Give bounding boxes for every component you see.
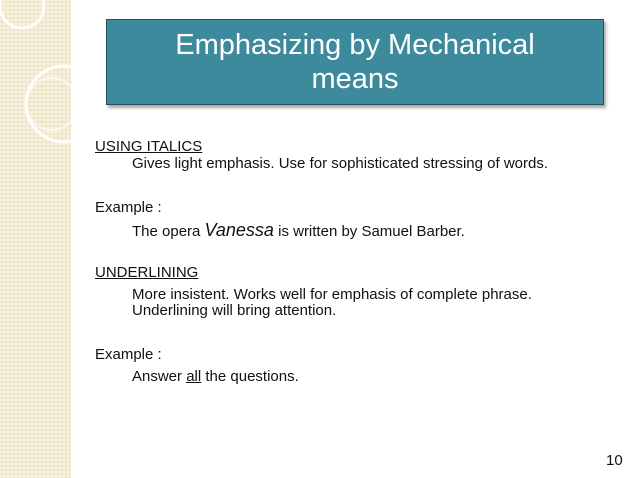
underlining-description-line1: More insistent. Works well for emphasis of complete phrase. [132,286,532,303]
example-text-after: the questions. [201,368,299,385]
italic-emphasis-word: Vanessa [204,220,274,240]
underlining-heading: UNDERLINING [95,264,199,281]
decorative-circles [0,0,110,150]
example-text-before: The opera [132,223,205,240]
slide-title: Emphasizing by Mechanical means [175,29,535,95]
slide-number: 10 [606,452,623,469]
italics-example [132,222,465,240]
underlined-emphasis-word: all [186,368,202,385]
italics-example-label: Example : [95,199,162,216]
underlining-description-line2: Underlining will bring attention. [132,302,337,319]
italics-description: Gives light emphasis. Use for sophisticated stressing of words. [132,155,549,172]
example-text-after: is written by Samuel Barber. [273,223,465,240]
underlining-example [132,368,299,385]
title-banner [106,19,604,105]
example-text-before: Answer [132,368,187,385]
underlining-example-label: Example : [95,346,162,363]
italics-heading: USING ITALICS [95,138,203,155]
